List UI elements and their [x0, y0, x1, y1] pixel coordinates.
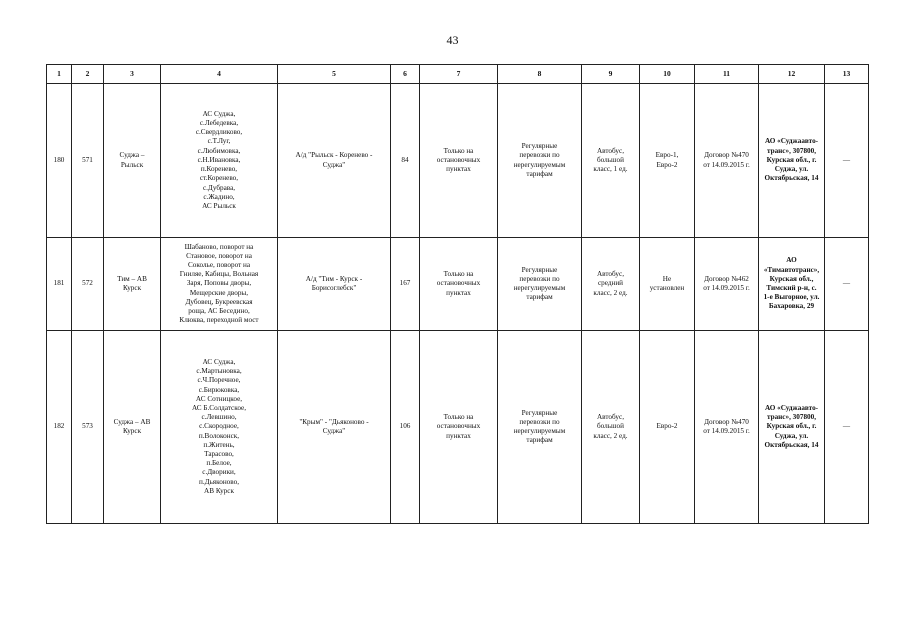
table-row — [47, 238, 869, 331]
header-cell: 4 — [161, 65, 278, 84]
notes: — — [825, 84, 869, 238]
route-name: Суджа – Рыльск — [104, 84, 161, 238]
header-row — [47, 65, 869, 84]
vehicles: Автобус, большой класс, 2 ед. — [582, 331, 640, 524]
carrier: АО «Суджаавто- транс», 307800, Курская обл., г. Суджа, ул. Октябрьская, 14 — [759, 84, 825, 238]
row-number: 182 — [47, 331, 72, 524]
header-cell: 6 — [391, 65, 420, 84]
contract: Договор №470 от 14.09.2015 г. — [695, 84, 759, 238]
header-cell: 13 — [825, 65, 869, 84]
carrier: АО «Суджаавто- транс», 307800, Курская обл., г. Суджа, ул. Октябрьская, 14 — [759, 331, 825, 524]
route-registry-number: 573 — [72, 331, 104, 524]
route-stops: АС Суджа, с.Мартыновка, с.Ч.Поречное, с.Бирюковка, АС Сотницкое, АС Б.Солдатское, с.Левшино, с.Скородное, п.Волоконск, п.Житень, Тарасово, п.Белое, с.Дворики, п.Дьяконово, АВ Курск — [161, 331, 278, 524]
stop-order: Только на остановочных пунктах — [420, 84, 498, 238]
header-cell: 10 — [640, 65, 695, 84]
row-number: 181 — [47, 238, 72, 331]
header-cell: 3 — [104, 65, 161, 84]
header-cell: 1 — [47, 65, 72, 84]
table-row — [47, 84, 869, 238]
row-number: 180 — [47, 84, 72, 238]
carrier: АО «Тимавтотранс», Курская обл., Тимский р-н, с. 1-е Выгорное, ул. Бахаровка, 29 — [759, 238, 825, 331]
route-roads: А/д "Тим - Курск - Борисоглебск" — [278, 238, 391, 331]
vehicles: Автобус, средний класс, 2 ед. — [582, 238, 640, 331]
eco-class: Евро-1, Евро-2 — [640, 84, 695, 238]
route-length: 84 — [391, 84, 420, 238]
contract: Договор №462 от 14.09.2015 г. — [695, 238, 759, 331]
route-length: 106 — [391, 331, 420, 524]
route-roads: А/д "Рыльск - Коренево - Суджа" — [278, 84, 391, 238]
notes: — — [825, 238, 869, 331]
page-number: 43 — [446, 33, 459, 47]
route-name: Тим – АВ Курск — [104, 238, 161, 331]
table-row — [47, 331, 869, 524]
route-registry-number: 572 — [72, 238, 104, 331]
header-cell: 9 — [582, 65, 640, 84]
header-cell: 7 — [420, 65, 498, 84]
route-name: Суджа – АВ Курск — [104, 331, 161, 524]
transport-type: Регулярные перевозки по нерегулируемым тарифам — [498, 238, 582, 331]
header-cell: 8 — [498, 65, 582, 84]
route-stops: АС Суджа, с.Лебедевка, с.Свердликово, с.Т.Луг, с.Любимовка, с.Н.Ивановка, п.Коренево, ст.Коренево, с.Дубрава, с.Жадино, АС Рыльск — [161, 84, 278, 238]
route-registry-number: 571 — [72, 84, 104, 238]
header-cell: 11 — [695, 65, 759, 84]
route-stops: Шабаново, поворот на Становое, поворот на Соколье, поворот на Гниляе, Кабицы, Вольная Заря, Поповы дворы, Мещерские дворы, Дубовец, Букреевская роща, АС Беседино, Клюква, переходной мост — [161, 238, 278, 331]
header-cell: 2 — [72, 65, 104, 84]
stop-order: Только на остановочных пунктах — [420, 331, 498, 524]
eco-class: Евро-2 — [640, 331, 695, 524]
transport-type: Регулярные перевозки по нерегулируемым тарифам — [498, 84, 582, 238]
notes: — — [825, 331, 869, 524]
stop-order: Только на остановочных пунктах — [420, 238, 498, 331]
routes-table — [46, 64, 869, 524]
route-length: 167 — [391, 238, 420, 331]
header-cell: 5 — [278, 65, 391, 84]
route-roads: "Крым" - "Дьяконово - Суджа" — [278, 331, 391, 524]
header-cell: 12 — [759, 65, 825, 84]
eco-class: Не установлен — [640, 238, 695, 331]
vehicles: Автобус, большой класс, 1 ед. — [582, 84, 640, 238]
transport-type: Регулярные перевозки по нерегулируемым тарифам — [498, 331, 582, 524]
contract: Договор №470 от 14.09.2015 г. — [695, 331, 759, 524]
